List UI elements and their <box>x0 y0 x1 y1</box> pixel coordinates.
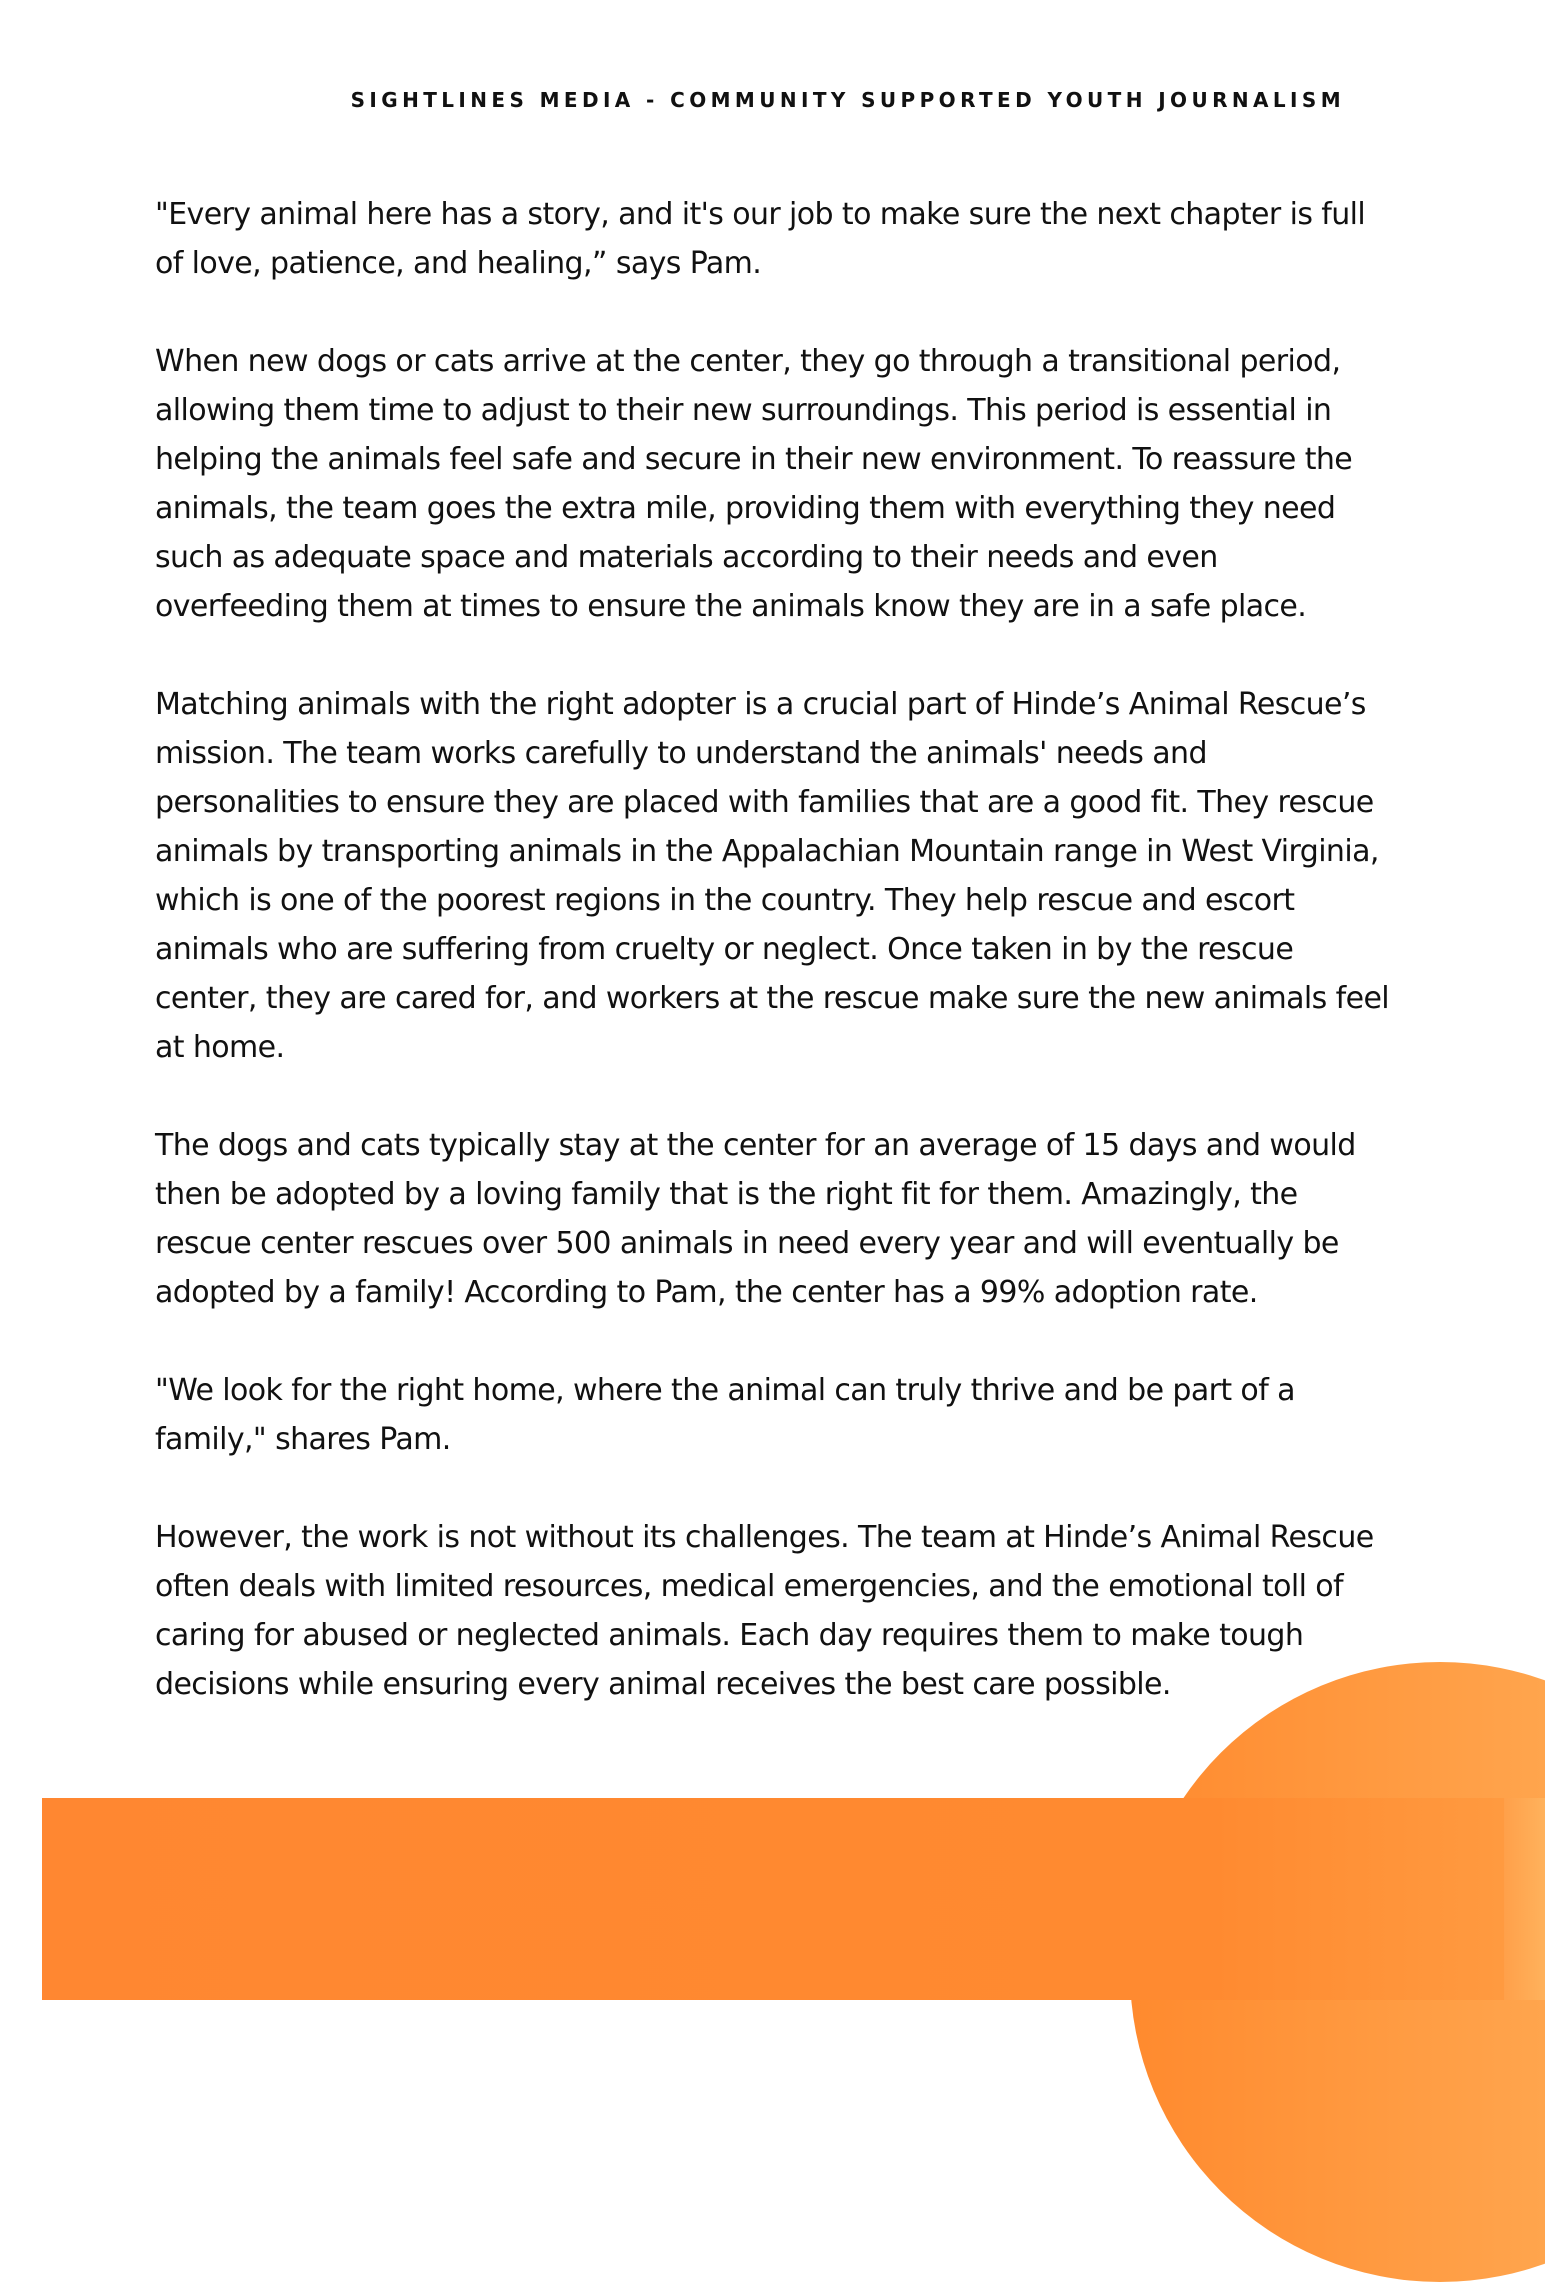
text-line: family," shares Pam. <box>155 1422 451 1457</box>
text-line: often deals with limited resources, medical emergencies, and the emotional toll of <box>155 1569 1344 1604</box>
text-line: at home. <box>155 1030 285 1065</box>
text-line: animals, the team goes the extra mile, providing them with everything they need <box>155 491 1336 526</box>
decorative-orange-footer-band <box>42 1798 1504 2000</box>
text-line: animals who are suffering from cruelty or neglect. Once taken in by the rescue <box>155 932 1294 967</box>
text-line: such as adequate space and materials according to their needs and even <box>155 540 1218 575</box>
paragraph-adoption-stats <box>155 1121 1355 1317</box>
text-line: which is one of the poorest regions in the country. They help rescue and escort <box>155 883 1295 918</box>
text-line: animals by transporting animals in the Appalachian Mountain range in West Virginia, <box>155 834 1379 869</box>
text-line: The dogs and cats typically stay at the center for an average of 15 days and would <box>155 1128 1356 1163</box>
paragraph-transition-period <box>155 337 1355 631</box>
paragraph-matching-adopters <box>155 680 1390 1072</box>
decorative-orange-footer-edge <box>1504 1798 1545 2000</box>
text-line: "Every animal here has a story, and it's our job to make sure the next chapter is full <box>155 197 1366 232</box>
paragraph-quote-intro <box>155 190 1366 288</box>
text-line: center, they are cared for, and workers at the rescue make sure the new animals feel <box>155 981 1390 1016</box>
article-body <box>155 190 1390 1758</box>
text-line: allowing them time to adjust to their new surroundings. This period is essential in <box>155 393 1332 428</box>
paragraph-challenges <box>155 1513 1374 1709</box>
text-line: rescue center rescues over 500 animals in need every year and will eventually be <box>155 1226 1339 1261</box>
text-line: When new dogs or cats arrive at the center, they go through a transitional period, <box>155 344 1341 379</box>
text-line: adopted by a family! According to Pam, the center has a 99% adoption rate. <box>155 1275 1258 1310</box>
text-line: "We look for the right home, where the animal can truly thrive and be part of a <box>155 1373 1295 1408</box>
text-line: of love, patience, and healing,” says Pam. <box>155 246 762 281</box>
paragraph-quote-right-home <box>155 1366 1355 1464</box>
text-line: Matching animals with the right adopter is a crucial part of Hinde’s Animal Rescue’s <box>155 687 1366 722</box>
text-line: mission. The team works carefully to understand the animals' needs and <box>155 736 1207 771</box>
text-line: However, the work is not without its challenges. The team at Hinde’s Animal Rescue <box>155 1520 1374 1555</box>
text-line: helping the animals feel safe and secure in their new environment. To reassure the <box>155 442 1353 477</box>
text-line: decisions while ensuring every animal receives the best care possible. <box>155 1667 1171 1702</box>
text-line: caring for abused or neglected animals. Each day requires them to make tough <box>155 1618 1304 1653</box>
text-line: then be adopted by a loving family that is the right fit for them. Amazingly, the <box>155 1177 1298 1212</box>
publication-header: SIGHTLINES MEDIA - COMMUNITY SUPPORTED YOUTH JOURNALISM <box>350 88 1345 112</box>
text-line: personalities to ensure they are placed with families that are a good fit. They rescue <box>155 785 1374 820</box>
text-line: overfeeding them at times to ensure the animals know they are in a safe place. <box>155 589 1307 624</box>
